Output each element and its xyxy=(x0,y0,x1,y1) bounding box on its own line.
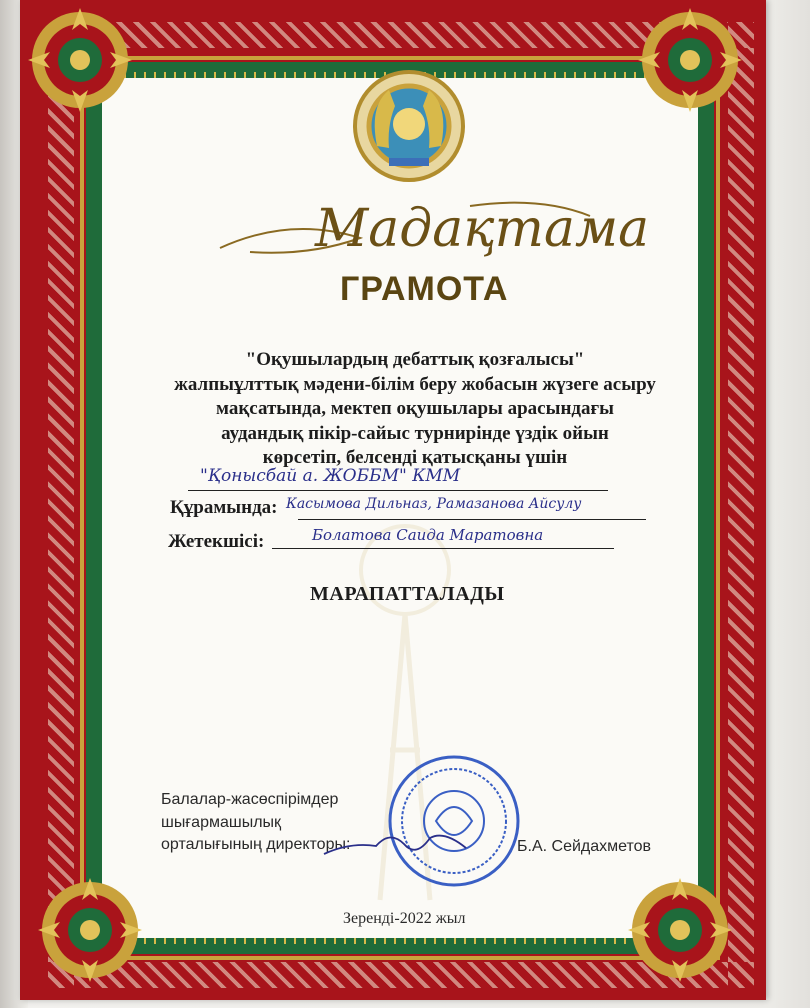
certificate-body-text xyxy=(140,348,690,471)
signatory-line: орталығының директоры: xyxy=(161,836,351,853)
signatory-line: Балалар-жасөспірімдер xyxy=(161,791,339,808)
kazakhstan-state-emblem-icon xyxy=(349,66,469,186)
members-label: Құрамында: xyxy=(170,497,278,518)
body-line: аудандық пікір-сайыс турнирінде үздік ойын xyxy=(221,422,609,444)
gold-ornament-corner-icon xyxy=(620,870,740,990)
round-blue-stamp-icon xyxy=(386,753,522,889)
body-line: "Оқушылардың дебаттық қозғалысы" xyxy=(245,349,585,370)
signatory-name: Б.А. Сейдахметов xyxy=(517,838,652,855)
body-line: мақсатында, мектеп оқушылары арасындағы xyxy=(216,398,614,419)
members-underline xyxy=(298,519,646,520)
title-script-text: Мадақтама xyxy=(315,199,650,259)
award-word: МАРАПАТТАЛАДЫ xyxy=(310,583,505,605)
supervisor-underline xyxy=(272,548,614,549)
recipient-underline xyxy=(188,490,608,491)
director-signature xyxy=(320,826,470,866)
certificate-title: ГРАМОТА xyxy=(340,270,509,308)
body-line: жалпыұлттық мәдени-білім беру жобасын жүзеге асыру xyxy=(174,373,656,395)
signatory-line: шығармашылық xyxy=(161,813,282,831)
supervisor-handwriting: Болатова Саида Маратовна xyxy=(312,526,544,544)
gold-ornament-corner-icon xyxy=(20,0,140,120)
gold-ornament-corner-icon xyxy=(30,870,150,990)
body-line: көрсетіп, белсенді қатысқаны үшін xyxy=(262,447,568,468)
gold-ornament-corner-icon xyxy=(630,0,750,120)
place-year: Зеренді-2022 жыл xyxy=(343,910,466,927)
title-script-flourish xyxy=(210,186,650,270)
certificate-sheet xyxy=(20,0,766,1000)
members-handwriting: Касымова Дильназ, Рамазанова Айсулу xyxy=(286,496,582,512)
supervisor-label: Жетекшісі: xyxy=(168,531,265,552)
recipient-handwriting: "Қонысбай а. ЖОББМ" КММ xyxy=(200,466,461,486)
